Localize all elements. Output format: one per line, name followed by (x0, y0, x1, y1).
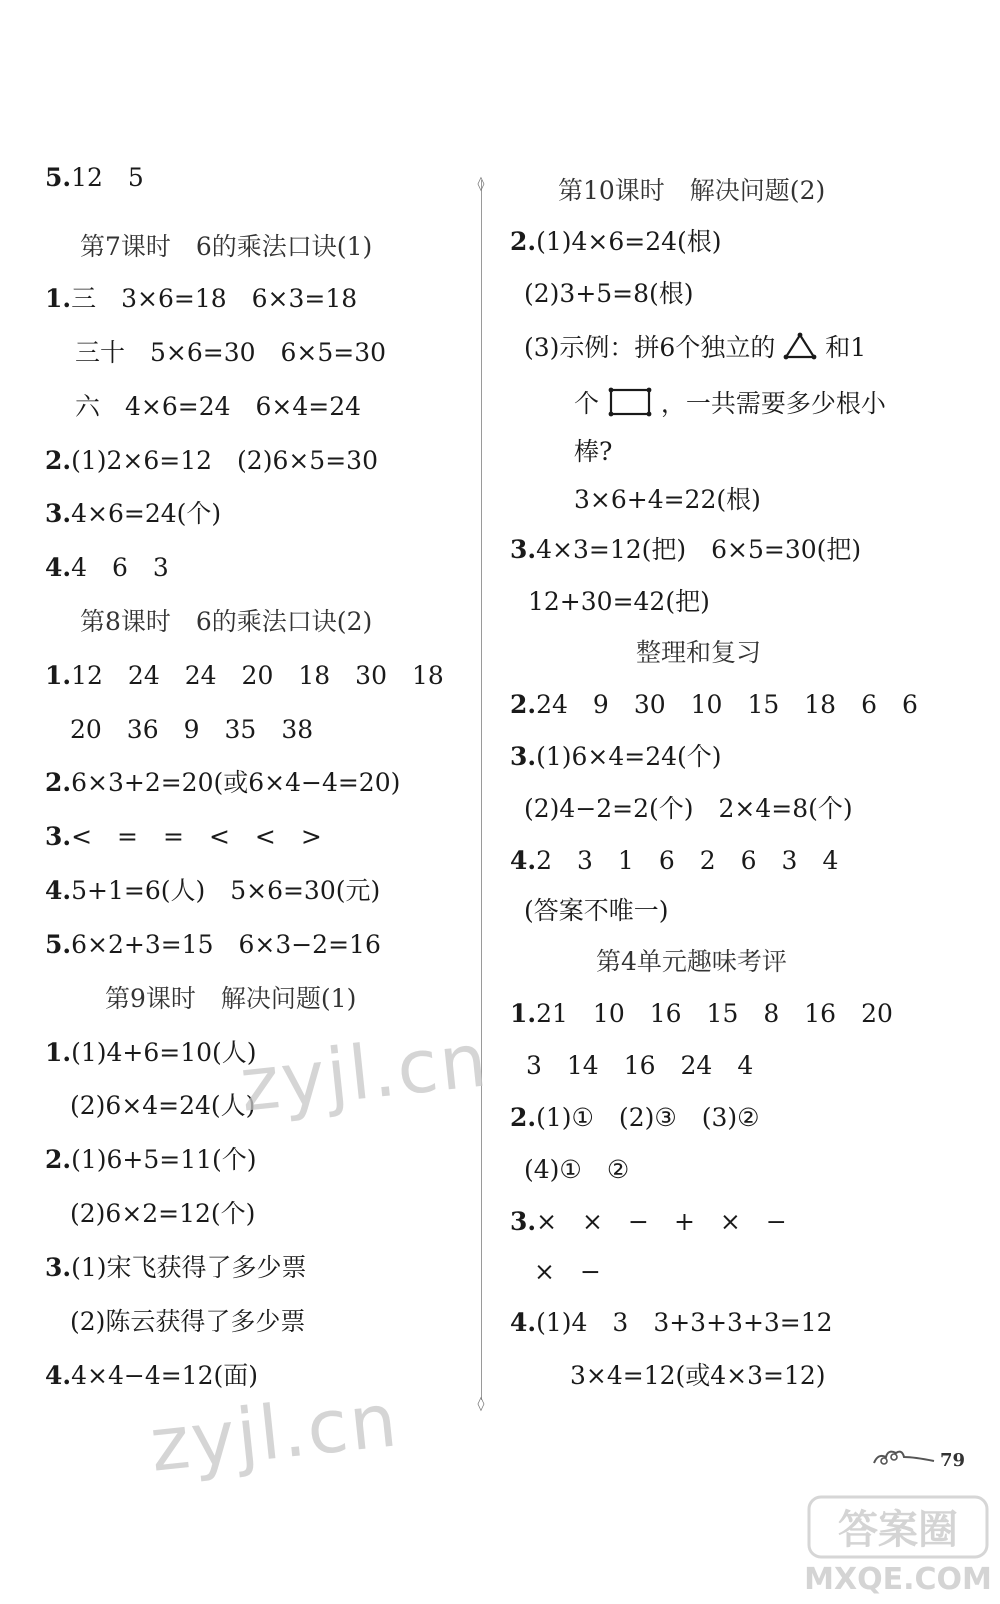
answer-line: 2.(1)4×6=24(根) (510, 227, 722, 256)
cloud-ornament-icon (870, 1445, 938, 1471)
answer-line: (2)3+5=8(根) (524, 279, 694, 308)
answer-line: (2)陈云获得了多少票 (70, 1307, 306, 1336)
answer-line: 2.(1)① (2)③ (3)② (510, 1103, 760, 1132)
answer-line: 5.12 5 (45, 163, 144, 192)
answer-line: 4.4×4−4=12(面) (45, 1361, 258, 1390)
square-stick-icon (607, 386, 653, 418)
answer-line: 4.2 3 1 6 2 6 3 4 (510, 846, 839, 875)
answer-line: 1.(1)4+6=10(人) (45, 1038, 257, 1067)
answer-line: 三十 5×6=30 6×5=30 (75, 338, 387, 367)
answer-line: 六 4×6=24 6×4=24 (75, 392, 362, 421)
answer-line: 3.× × − + × − (510, 1207, 787, 1236)
answer-line: 2.6×3+2=20(或6×4−4=20) (45, 768, 401, 797)
answer-line: 个 ，一共需要多少根小 (574, 386, 886, 420)
site-logo-stamp (795, 1485, 1000, 1600)
answer-line: 4.4 6 3 (45, 553, 169, 582)
section-heading: 第8课时 6的乘法口诀(2) (80, 607, 373, 636)
section-heading: 第9课时 解决问题(1) (105, 984, 357, 1013)
stamp-url: MXQE.COM (804, 1562, 992, 1597)
answer-line: 1.12 24 24 20 18 30 18 (45, 661, 444, 690)
divider-ornament-icon: ◊ (477, 176, 485, 192)
answer-line: 4.5+1=6(人) 5×6=30(元) (45, 876, 381, 905)
answer-line: 2.24 9 30 10 15 18 6 6 (510, 690, 918, 719)
answer-line: 1.21 10 16 15 8 16 20 (510, 999, 893, 1028)
answer-line: 3×6+4=22(根) (574, 485, 761, 514)
answer-line: (2)6×2=12(个) (70, 1199, 256, 1228)
answer-line: 20 36 9 35 38 (70, 715, 314, 744)
answer-line: 棒? (574, 437, 613, 466)
answer-line: (2)6×4=24(人) (70, 1091, 256, 1120)
answer-line: 3.(1)6×4=24(个) (510, 742, 722, 771)
watermark: zyjl.cn (236, 1017, 493, 1129)
stamp-title: 答案圈 (838, 1507, 958, 1553)
answer-line: (3)示例：拼6个独立的 和1 (524, 333, 867, 362)
answer-line: 2.(1)6+5=11(个) (45, 1145, 257, 1174)
section-heading: 第7课时 6的乘法口诀(1) (80, 232, 373, 261)
answer-line: 3.4×3=12(把) 6×5=30(把) (510, 535, 862, 564)
column-divider (481, 180, 482, 1400)
answer-line: 4.(1)4 3 3+3+3+3=12 (510, 1308, 833, 1337)
answer-line: 1.三 3×6=18 6×3=18 (45, 284, 358, 313)
section-heading: 第10课时 解决问题(2) (558, 176, 826, 205)
answer-line: 2.(1)2×6=12 (2)6×5=30 (45, 446, 378, 475)
answer-line: 5.6×2+3=15 6×3−2=16 (45, 930, 381, 959)
triangle-stick-icon (783, 332, 817, 360)
section-heading: 第4单元趣味考评 (596, 947, 787, 976)
watermark: zyjl.cn (146, 1377, 403, 1489)
answer-line: 12+30=42(把) (528, 587, 710, 616)
answer-line: (4)① ② (524, 1155, 630, 1184)
divider-ornament-icon: ◊ (477, 1396, 485, 1412)
section-heading: 整理和复习 (636, 638, 762, 667)
answer-line: 3 14 16 24 4 (526, 1051, 754, 1080)
answer-line: (2)4−2=2(个) 2×4=8(个) (524, 794, 853, 823)
answer-line: (答案不唯一) (524, 896, 669, 925)
answer-line: 3.< = = < < > (45, 822, 322, 851)
answer-line: 3×4=12(或4×3=12) (570, 1361, 826, 1390)
answer-line: 3.(1)宋飞获得了多少票 (45, 1253, 307, 1282)
answer-line: 3.4×6=24(个) (45, 499, 222, 528)
page-number: 79 (940, 1450, 966, 1471)
answer-line: × − (534, 1257, 601, 1286)
